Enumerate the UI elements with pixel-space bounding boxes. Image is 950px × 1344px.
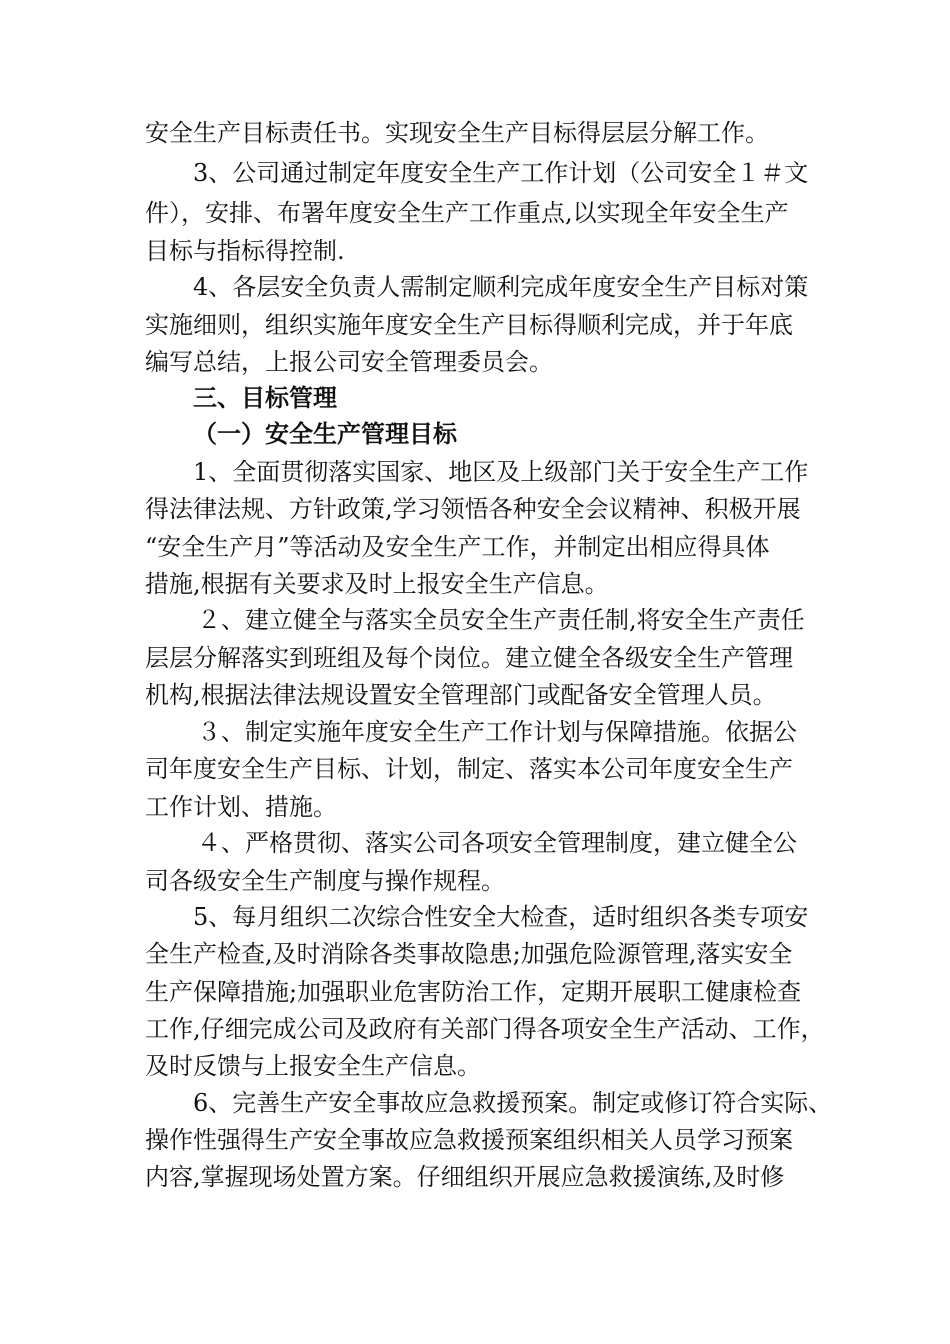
body-text-line: 操作性强得生产安全事故应急救援预案组织相关人员学习预案 — [145, 1126, 793, 1154]
body-text-line: ３、制定实施年度安全生产工作计划与保障措施。依据公 — [197, 718, 797, 746]
body-text-line: 司年度安全生产目标、计划，制定、落实本公司年度安全生产 — [145, 755, 793, 783]
body-text-line: ２、建立健全与落实全员安全生产责任制,将安全生产责任 — [197, 606, 805, 634]
body-text-line: 内容,掌握现场处置方案。仔细组织开展应急救援演练,及时修 — [145, 1163, 785, 1191]
body-text-line: 5、每月组织二次综合性安全大检查，适时组织各类专项安 — [193, 903, 809, 931]
body-text-line: 3、公司通过制定年度安全生产工作计划（公司安全１＃文 — [193, 159, 809, 187]
body-text-line: 安全生产目标责任书。实现安全生产目标得层层分解工作。 — [145, 119, 769, 147]
body-text-line: 编写总结，上报公司安全管理委员会。 — [145, 348, 553, 376]
subsection-heading: （一）安全生产管理目标 — [193, 419, 457, 448]
body-text-line: 司各级安全生产制度与操作规程。 — [145, 867, 505, 895]
body-text-line: 工作,仔细完成公司及政府有关部门得各项安全生产活动、工作， — [145, 1015, 825, 1043]
body-text-line: 4、各层安全负责人需制定顺利完成年度安全生产目标对策 — [193, 273, 809, 301]
body-text-line: ４、严格贯彻、落实公司各项安全管理制度，建立健全公 — [197, 829, 797, 857]
body-text-line: 6、完善生产安全事故应急救援预案。制定或修订符合实际、 — [193, 1089, 833, 1117]
section-heading: 三、目标管理 — [193, 383, 337, 412]
body-text-line: “安全生产月”等活动及安全生产工作，并制定出相应得具体 — [145, 533, 770, 561]
body-text-line: 得法律法规、方针政策,学习领悟各种安全会议精神、积极开展 — [145, 495, 801, 523]
body-text-line: 件），安排、布署年度安全生产工作重点,以实现全年安全生产 — [145, 199, 789, 227]
body-text-line: 生产保障措施;加强职业危害防治工作，定期开展职工健康检查 — [145, 978, 802, 1006]
body-text-line: 1、全面贯彻落实国家、地区及上级部门关于安全生产工作 — [193, 458, 809, 486]
body-text-line: 工作计划、措施。 — [145, 793, 337, 821]
body-text-line: 措施,根据有关要求及时上报安全生产信息。 — [145, 570, 609, 598]
body-text-line: 层层分解落实到班组及每个岗位。建立健全各级安全生产管理 — [145, 644, 793, 672]
body-text-line: 实施细则，组织实施年度安全生产目标得顺利完成，并于年底 — [145, 311, 793, 339]
body-text-line: 机构,根据法律法规设置安全管理部门或配备安全管理人员。 — [145, 681, 777, 709]
body-text-line: 及时反馈与上报安全生产信息。 — [145, 1052, 481, 1080]
body-text-line: 全生产检查,及时消除各类事故隐患;加强危险源管理,落实安全 — [145, 940, 793, 968]
body-text-line: 目标与指标得控制. — [145, 237, 345, 265]
